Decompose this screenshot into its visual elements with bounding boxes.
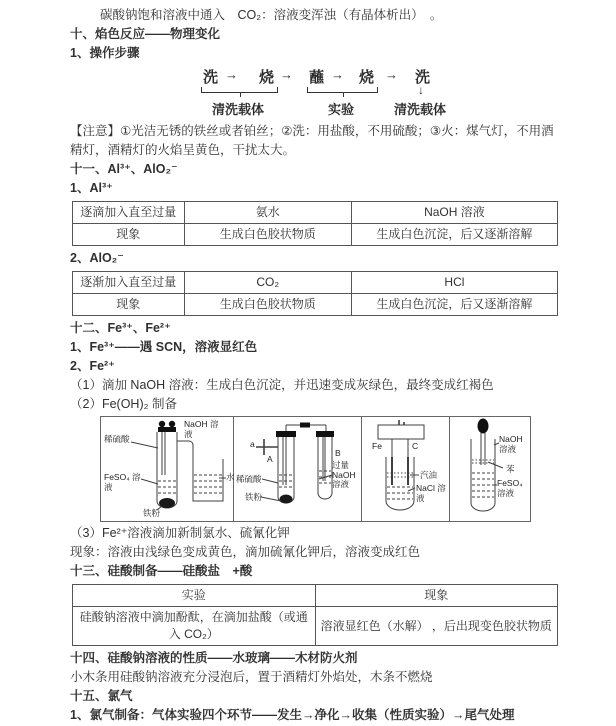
table-cell: 逐渐加入直至过量 — [73, 272, 185, 294]
table-header-cell: 实验 — [73, 585, 316, 607]
table-row — [73, 224, 558, 246]
al3-table — [72, 201, 558, 246]
excess-naoh-solution-label: 过量 NaOH 溶液 — [332, 460, 356, 489]
section-11-heading: 十一、Al³⁺、AlO₂⁻ — [70, 162, 178, 176]
iron-powder-label: 铁粉 — [143, 508, 161, 518]
table-cell: 溶液显红色（水解） ，后出现变色胶状物质 — [315, 607, 558, 646]
dilute-sulfuric-acid-label: 稀硫酸 — [236, 474, 262, 484]
naoh-solution-label: NaOH 溶液 — [184, 419, 219, 439]
intro-line: 碳酸钠饱和溶液中通入 CO₂：溶液变浑浊（有晶体析出） 。 — [100, 8, 443, 22]
wood-soak-line: 小木条用硅酸钠溶液充分浸泡后，置于酒精灯外焰处，木条不燃烧 — [70, 670, 433, 684]
flow-step-burn-1: 烧 — [259, 69, 275, 86]
tube-a-label: A — [267, 454, 273, 464]
right-arrow-icon: → — [331, 67, 344, 82]
flow-label-clean-carrier-2: 清洗载体 — [394, 102, 447, 117]
right-arrow-icon: → — [385, 67, 398, 82]
table-cell: HCl — [351, 272, 557, 294]
table-row — [73, 607, 558, 646]
section-14-heading: 十四、硅酸钠溶液的性质——水玻璃——木材防火剂 — [70, 651, 358, 665]
table-cell: CO₂ — [184, 272, 351, 294]
silicic-acid-table — [72, 584, 558, 646]
electrolysis-diagram — [362, 417, 450, 521]
flow-step-wash-1: 洗 — [203, 69, 219, 86]
feoh2-apparatus-figure — [100, 416, 531, 522]
flow-step-burn-2: 烧 — [359, 69, 375, 86]
table-cell: 生成白色胶状物质 — [184, 294, 351, 316]
table-cell: 生成白色沉淀，后又逐渐溶解 — [351, 294, 557, 316]
document-content — [70, 6, 559, 725]
feso4-solution-label: FeSO₄ 溶液 — [104, 472, 141, 492]
table-cell: 现象 — [73, 294, 185, 316]
gasoline-label: 汽油 — [420, 470, 438, 480]
table-row — [73, 202, 558, 224]
underbrace — [307, 87, 378, 93]
al3-subhead: 1、Al³⁺ — [70, 181, 113, 195]
flow-label-experiment: 实验 — [328, 102, 355, 117]
benzene-label: 苯 — [506, 464, 515, 474]
section-10-heading: 十、焰色反应——物理变化 — [70, 27, 221, 41]
iron-powder-label: 铁粉 — [245, 492, 263, 502]
down-arrow-icon: ↓ — [418, 83, 424, 97]
feoh2-prep-item: （2）Fe(OH)₂ 制备 — [70, 397, 177, 411]
fe2-naoh-item: （1）滴加 NaOH 溶液：生成白色沉淀，并迅速变成灰绿色，最终变成红褐色 — [70, 378, 494, 392]
dropper-tube-diagram — [450, 417, 529, 521]
note-paragraph: 【注意】①光洁无锈的铁丝或者铂丝；②洗：用盐酸，不用硫酸；③火：煤气灯，不用酒精灯，酒精灯的火焰呈黄色，干扰太大。 — [70, 124, 554, 157]
flame-test-flow-diagram — [198, 66, 490, 120]
table-row — [73, 294, 558, 316]
alo2-table — [72, 271, 558, 316]
fe-electrode-label: Fe — [372, 441, 382, 451]
table-cell: 生成白色沉淀，后又逐渐溶解 — [351, 224, 557, 246]
apparatus-panel-dropper-tube — [450, 417, 529, 521]
steps-title: 1、操作步骤 — [70, 46, 140, 60]
table-cell: 现象 — [73, 224, 185, 246]
water-label: 水 — [226, 472, 235, 482]
valve-a-label: a — [250, 439, 255, 449]
table-row — [73, 585, 558, 607]
table-cell: 氨水 — [184, 202, 351, 224]
naoh-solution-label: NaOH 溶液 — [499, 434, 523, 454]
section-13-heading: 十三、硅酸制备——硅酸盐 +酸 — [70, 564, 253, 578]
nacl-solution-label: NaCl 溶液 — [416, 483, 446, 503]
section-12-heading: 十二、Fe³⁺、Fe²⁺ — [70, 321, 171, 335]
fe3-item: 1、Fe³⁺——遇 SCN，溶液显红色 — [70, 340, 258, 354]
section-15-heading: 十五、氯气 — [70, 689, 133, 703]
carbon-electrode-label: C — [412, 441, 419, 451]
alo2-subhead: 2、AlO₂⁻ — [70, 251, 124, 265]
flow-label-clean-carrier-1: 清洗载体 — [212, 102, 265, 117]
flow-step-wash-2: 洗 — [415, 69, 431, 86]
flow-step-dip: 蘸 — [309, 69, 325, 86]
tube-b-label: B — [335, 448, 341, 458]
table-cell: NaOH 溶液 — [351, 202, 557, 224]
table-cell: 逐滴加入直至过量 — [73, 202, 185, 224]
apparatus-panel-electrolysis — [362, 417, 450, 521]
apparatus-panel-tube-beaker — [101, 417, 234, 521]
table-cell: 硅酸钠溶液中滴加酚酞，在滴加盐酸（或通入 CO₂） — [73, 607, 316, 646]
fe2-item: 2、Fe²⁺ — [70, 359, 115, 373]
fe2-result-line: 现象：溶液由浅绿色变成黄色，滴加硫氰化钾后，溶液变成红色 — [70, 545, 421, 559]
table-row — [73, 272, 558, 294]
table-cell: 生成白色胶状物质 — [184, 224, 351, 246]
table-header-cell: 现象 — [315, 585, 558, 607]
cl2-prep-line: 1、氯气制备：气体实验四个环节——发生→净化→收集（性质实验）→尾气处理 — [70, 708, 515, 722]
underbrace — [201, 87, 278, 93]
feso4-solution-label: FeSO₄ 溶液 — [497, 478, 523, 498]
apparatus-panel-connected-tubes — [234, 417, 362, 521]
right-arrow-icon: → — [280, 67, 293, 82]
right-arrow-icon: → — [225, 67, 238, 82]
fe2-chlorine-item: （3）Fe²⁺溶液滴加新制氯水、硫氰化钾 — [70, 526, 290, 540]
dilute-sulfuric-acid-label: 稀硫酸 — [104, 434, 130, 444]
